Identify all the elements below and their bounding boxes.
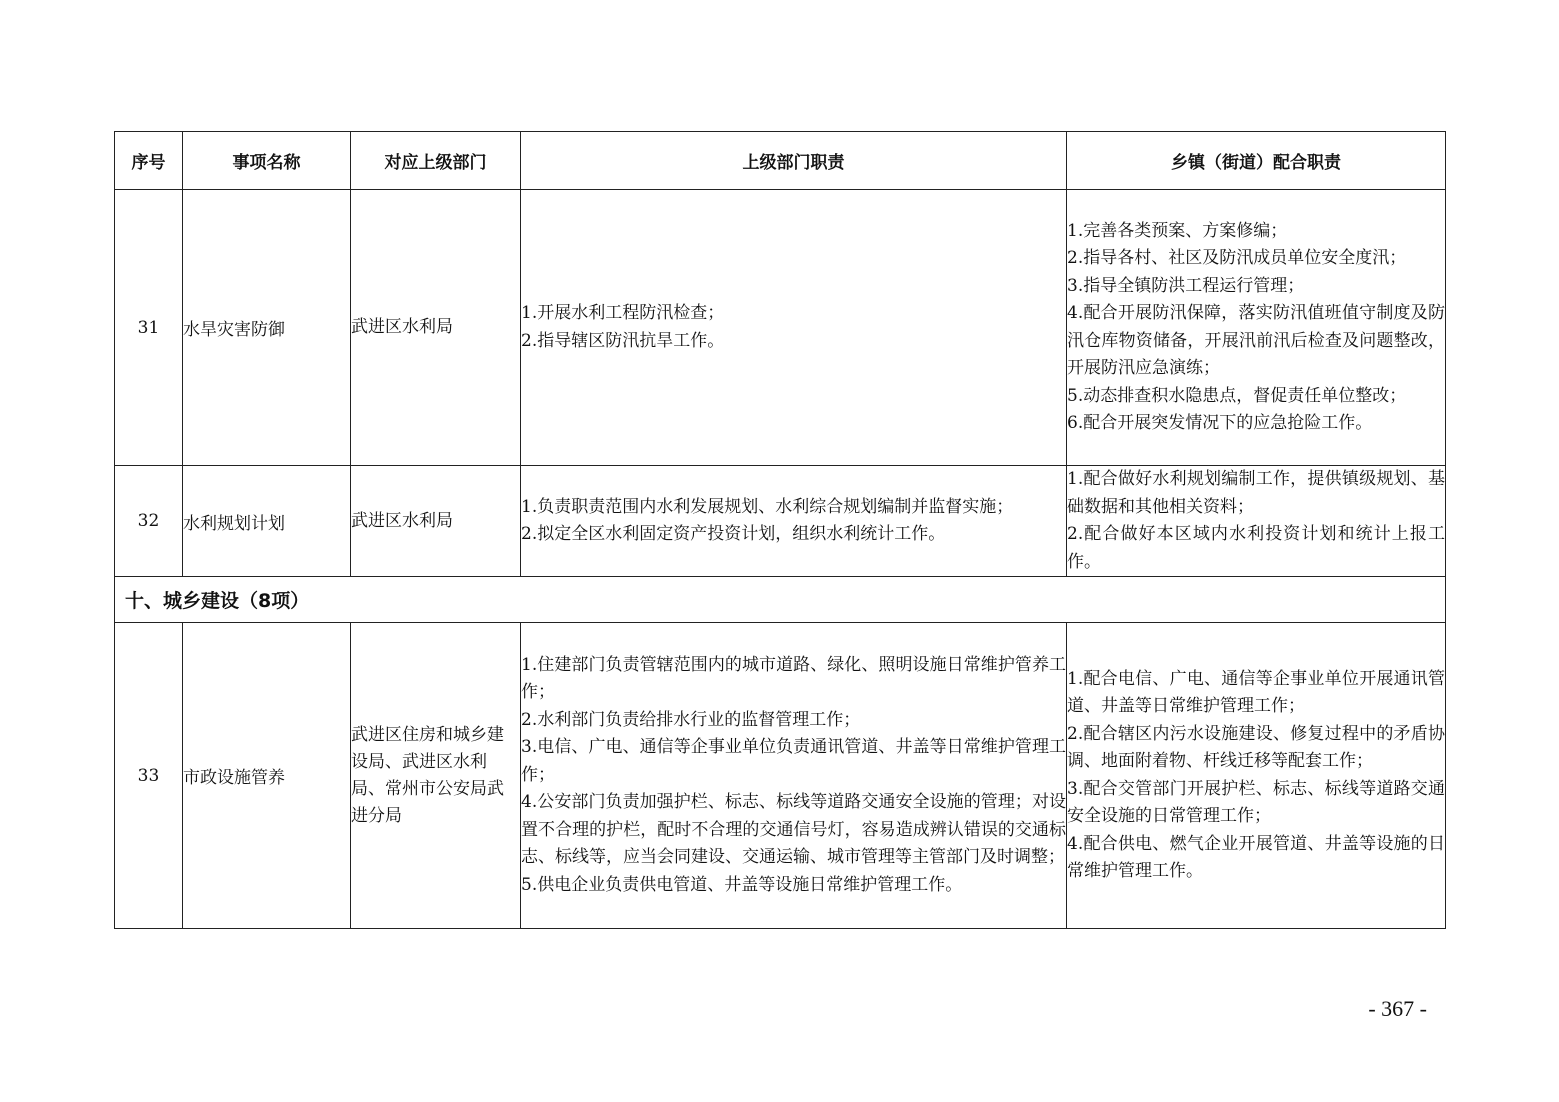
town-duty-item: 6.配合开展突发情况下的应急抢险工作。 xyxy=(1067,413,1373,433)
header-no: 序号 xyxy=(115,132,183,190)
upper-duty-item: 5.供电企业负责供电管道、井盖等设施日常维护管理工作。 xyxy=(521,874,963,895)
department: 武进区住房和城乡建设局、武进区水利局、常州市公安局武进分局 xyxy=(351,623,521,929)
town-duty-item: 1.配合电信、广电、通信等企事业单位开展通讯管道、井盖等日常维护管理工作； xyxy=(1067,668,1445,716)
header-row xyxy=(115,132,1446,190)
town-duty-item: 5.动态排查积水隐患点，督促责任单位整改； xyxy=(1067,385,1407,406)
department: 武进区水利局 xyxy=(351,190,521,466)
town-duty-item: 4.配合开展防汛保障，落实防汛值班值守制度及防汛仓库物资储备，开展汛前汛后检查及问题整改，开展防汛应急演练； xyxy=(1067,303,1445,378)
row-number: 32 xyxy=(115,466,183,577)
row-number: 31 xyxy=(115,190,183,466)
upper-duty-cell xyxy=(521,623,1067,929)
town-duty-item: 2.指导各村、社区及防汛成员单位安全度汛； xyxy=(1067,248,1407,268)
table-row xyxy=(115,466,1446,577)
item-name: 水旱灾害防御 xyxy=(183,190,351,466)
town-duty-item: 2.配合辖区内污水设施建设、修复过程中的矛盾协调、地面附着物、杆线迁移等配套工作； xyxy=(1067,723,1445,771)
upper-duty-cell xyxy=(521,190,1067,466)
item-name: 水利规划计划 xyxy=(183,466,351,577)
upper-duty-item: 1.开展水利工程防汛检查； xyxy=(521,303,725,323)
upper-duty-item: 1.负责职责范围内水利发展规划、水利综合规划编制并监督实施； xyxy=(521,496,1014,517)
page-number: - 367 - xyxy=(1368,996,1427,1021)
town-duty-item: 1.配合做好水利规划编制工作，提供镇级规划、基础数据和其他相关资料； xyxy=(1067,469,1445,517)
town-duty-cell xyxy=(1067,466,1446,577)
item-name: 市政设施管养 xyxy=(183,623,351,929)
upper-duty-item: 2.指导辖区防汛抗旱工作。 xyxy=(521,330,725,351)
header-town-duty: 乡镇（街道）配合职责 xyxy=(1067,132,1446,190)
upper-duty-item: 1.住建部门负责管辖范围内的城市道路、绿化、照明设施日常维护管养工作； xyxy=(521,654,1066,703)
town-duty-item: 3.指导全镇防洪工程运行管理； xyxy=(1067,275,1305,296)
table-row xyxy=(115,190,1446,466)
upper-duty-item: 4.公安部门负责加强护栏、标志、标线等道路交通安全设施的管理；对设置不合理的护栏，配时不合理的交通信号灯，容易造成辨认错误的交通标志、标线等，应当会同建设、交通运输、城市管理等主管部门及时调整； xyxy=(521,792,1066,868)
town-duty-item: 3.配合交管部门开展护栏、标志、标线等道路交通安全设施的日常管理工作； xyxy=(1067,778,1445,826)
upper-duty-item: 2.拟定全区水利固定资产投资计划，组织水利统计工作。 xyxy=(521,524,946,544)
header-item-name: 事项名称 xyxy=(183,132,351,190)
row-number: 33 xyxy=(115,623,183,929)
table-row xyxy=(115,623,1446,929)
header-dept: 对应上级部门 xyxy=(351,132,521,190)
town-duty-item: 1.完善各类预案、方案修编； xyxy=(1067,220,1288,241)
upper-duty-item: 2.水利部门负责给排水行业的监督管理工作； xyxy=(521,709,861,730)
town-duty-cell xyxy=(1067,623,1446,929)
town-duty-cell xyxy=(1067,190,1446,466)
upper-duty-item: 3.电信、广电、通信等企事业单位负责通讯管道、井盖等日常维护管理工作； xyxy=(521,737,1066,785)
town-duty-item: 2.配合做好本区域内水利投资计划和统计上报工作。 xyxy=(1067,524,1445,572)
department: 武进区水利局 xyxy=(351,466,521,577)
town-duty-item: 4.配合供电、燃气企业开展管道、井盖等设施的日常维护管理工作。 xyxy=(1067,833,1445,881)
duty-table xyxy=(114,131,1446,929)
section-title: 十、城乡建设（8项） xyxy=(115,577,1446,623)
section-row xyxy=(115,577,1446,623)
header-upper-duty: 上级部门职责 xyxy=(521,132,1067,190)
upper-duty-cell xyxy=(521,466,1067,577)
